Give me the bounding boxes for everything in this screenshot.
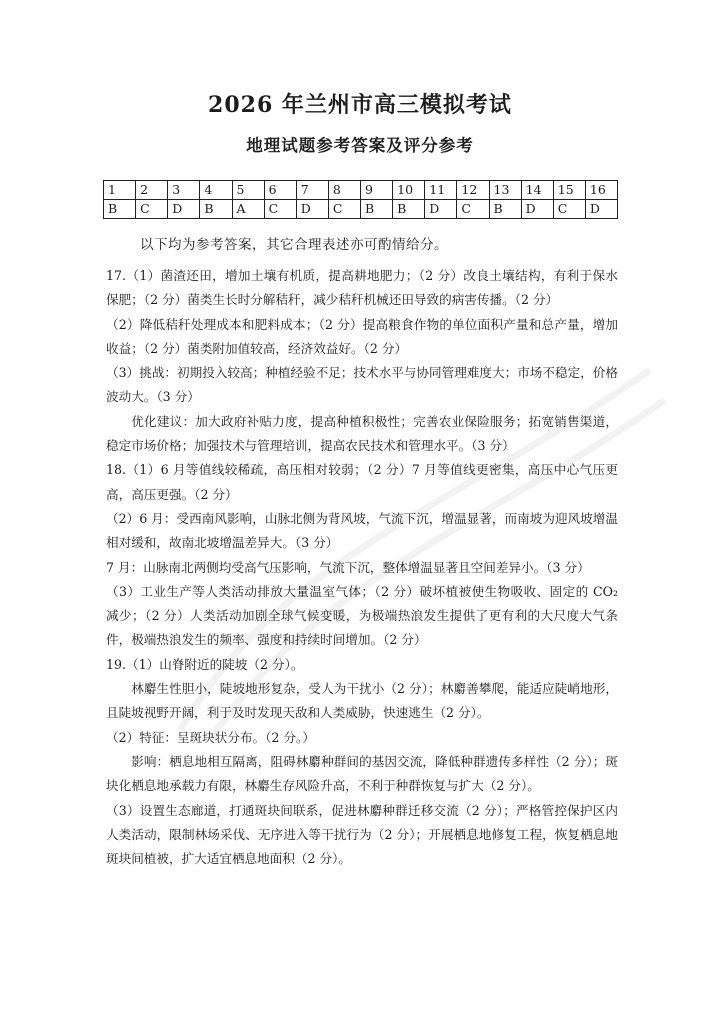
answer-cell: B <box>361 200 393 219</box>
question-number: 9 <box>361 181 393 200</box>
answer-cell: C <box>136 200 168 219</box>
answer-paragraph: （2）特征：呈斑块状分布。（2 分。） <box>106 729 315 745</box>
answer-table-number-row <box>104 181 618 200</box>
grading-note: 以下均为参考答案，其它合理表述亦可酌情给分。 <box>140 237 448 253</box>
question-number: 6 <box>264 181 296 200</box>
answer-paragraph: 影响：栖息地相互隔离，阻碍林麝种群间的基因交流，降低种群遗传多样性（2 分）；斑块化栖息地承载力有限，林麝生存风险升高，不利于种群恢复与扩大（2 分）。 <box>106 753 618 794</box>
answer-cell: D <box>425 200 457 219</box>
question-number: 2 <box>136 181 168 200</box>
answer-cell: C <box>264 200 296 219</box>
page-title: 2026 年兰州市高三模拟考试 <box>208 92 512 118</box>
question-number: 7 <box>296 181 328 200</box>
answer-paragraph: 17.（1）菌渣还田，增加土壤有机质，提高耕地肥力；（2 分）改良土壤结构，有利于保水保肥；（2 分）菌类生长时分解秸秆，减少秸秆机械还田导致的病害传播。（2 分） <box>106 268 618 308</box>
answer-cell: D <box>521 200 553 219</box>
answer-paragraph: 优化建议：加大政府补贴力度，提高种植积极性；完善农业保险服务；拓宽销售渠道，稳定市场价格；加强技术与管理培训，提高农民技术和管理水平。（3 分） <box>106 413 618 454</box>
answer-paragraph: （3）工业生产等人类活动排放大量温室气体；（2 分）破坏植被使生物吸收、固定的 CO₂ 减少；（2 分）人类活动加剧全球气候变暖，为极端热浪发生提供了更有利的大尺度大气条件，极端热浪发生的频率、强度和持续时间增加。（2 分） <box>106 583 618 648</box>
answer-cell: D <box>168 200 200 219</box>
answer-cell: B <box>489 200 521 219</box>
question-number: 11 <box>425 181 457 200</box>
page-subtitle: 地理试题参考答案及评分参考 <box>246 136 474 155</box>
answer-cell: D <box>296 200 328 219</box>
answer-paragraph: 19.（1）山脊附近的陡坡（2 分）。 <box>106 656 304 672</box>
answer-table-answer-row <box>104 200 618 219</box>
answer-cell: B <box>104 200 136 219</box>
answer-cell: C <box>328 200 360 219</box>
answer-paragraph: （2）降低秸秆处理成本和肥料成本；（2 分）提高粮食作物的单位面积产量和总产量，增加收益；（2 分）菌类附加值较高，经济效益好。（2 分） <box>106 316 618 356</box>
answer-paragraph: （2）6 月：受西南风影响，山脉北侧为背风坡，气流下沉，增温显著，而南坡为迎风坡增温相对缓和，故南北坡增温差异大。（3 分） <box>106 510 618 551</box>
answer-paragraph: （3）挑战：初期投入较高；种植经验不足；技术水平与协同管理难度大；市场不稳定，价格波动大。（3 分） <box>106 365 618 405</box>
answer-paragraph: 林麝生性胆小，陡坡地形复杂，受人为干扰小（2 分）；林麝善攀爬，能适应陡峭地形，且陡坡视野开阔，利于及时发现天敌和人类威胁，快速逃生（2 分）。 <box>106 681 618 721</box>
question-number: 13 <box>489 181 521 200</box>
question-number: 3 <box>168 181 200 200</box>
question-number: 5 <box>232 181 264 200</box>
answer-cell: B <box>393 200 425 219</box>
answer-cell: A <box>232 200 264 219</box>
question-number: 4 <box>200 181 232 200</box>
answer-cell: C <box>553 200 585 219</box>
answer-table <box>103 180 618 219</box>
answer-paragraph: （3）设置生态廊道，打通斑块间联系，促进林麝种群迁移交流（2 分）；严格管控保护区内人类活动，限制林场采伐、无序进入等干扰行为（2 分）；开展栖息地修复工程，恢复栖息地斑块间植被，扩大适宜栖息地面积（2 分）。 <box>106 802 618 867</box>
answer-paragraph: 18.（1）6 月等值线较稀疏，高压相对较弱；（2 分）7 月等值线更密集，高压中心气压更高，高压更强。（2 分） <box>106 462 618 502</box>
question-number: 15 <box>553 181 585 200</box>
answer-paragraph: 7 月：山脉南北两侧均受高气压影响，气流下沉，整体增温显著且空间差异小。（3 分） <box>106 559 590 575</box>
question-number: 1 <box>104 181 136 200</box>
answer-cell: C <box>457 200 489 219</box>
question-number: 14 <box>521 181 553 200</box>
question-number: 10 <box>393 181 425 200</box>
answer-body <box>106 264 618 871</box>
question-number: 12 <box>457 181 489 200</box>
question-number: 16 <box>585 181 617 200</box>
answer-cell: D <box>585 200 617 219</box>
answer-cell: B <box>200 200 232 219</box>
question-number: 8 <box>328 181 360 200</box>
